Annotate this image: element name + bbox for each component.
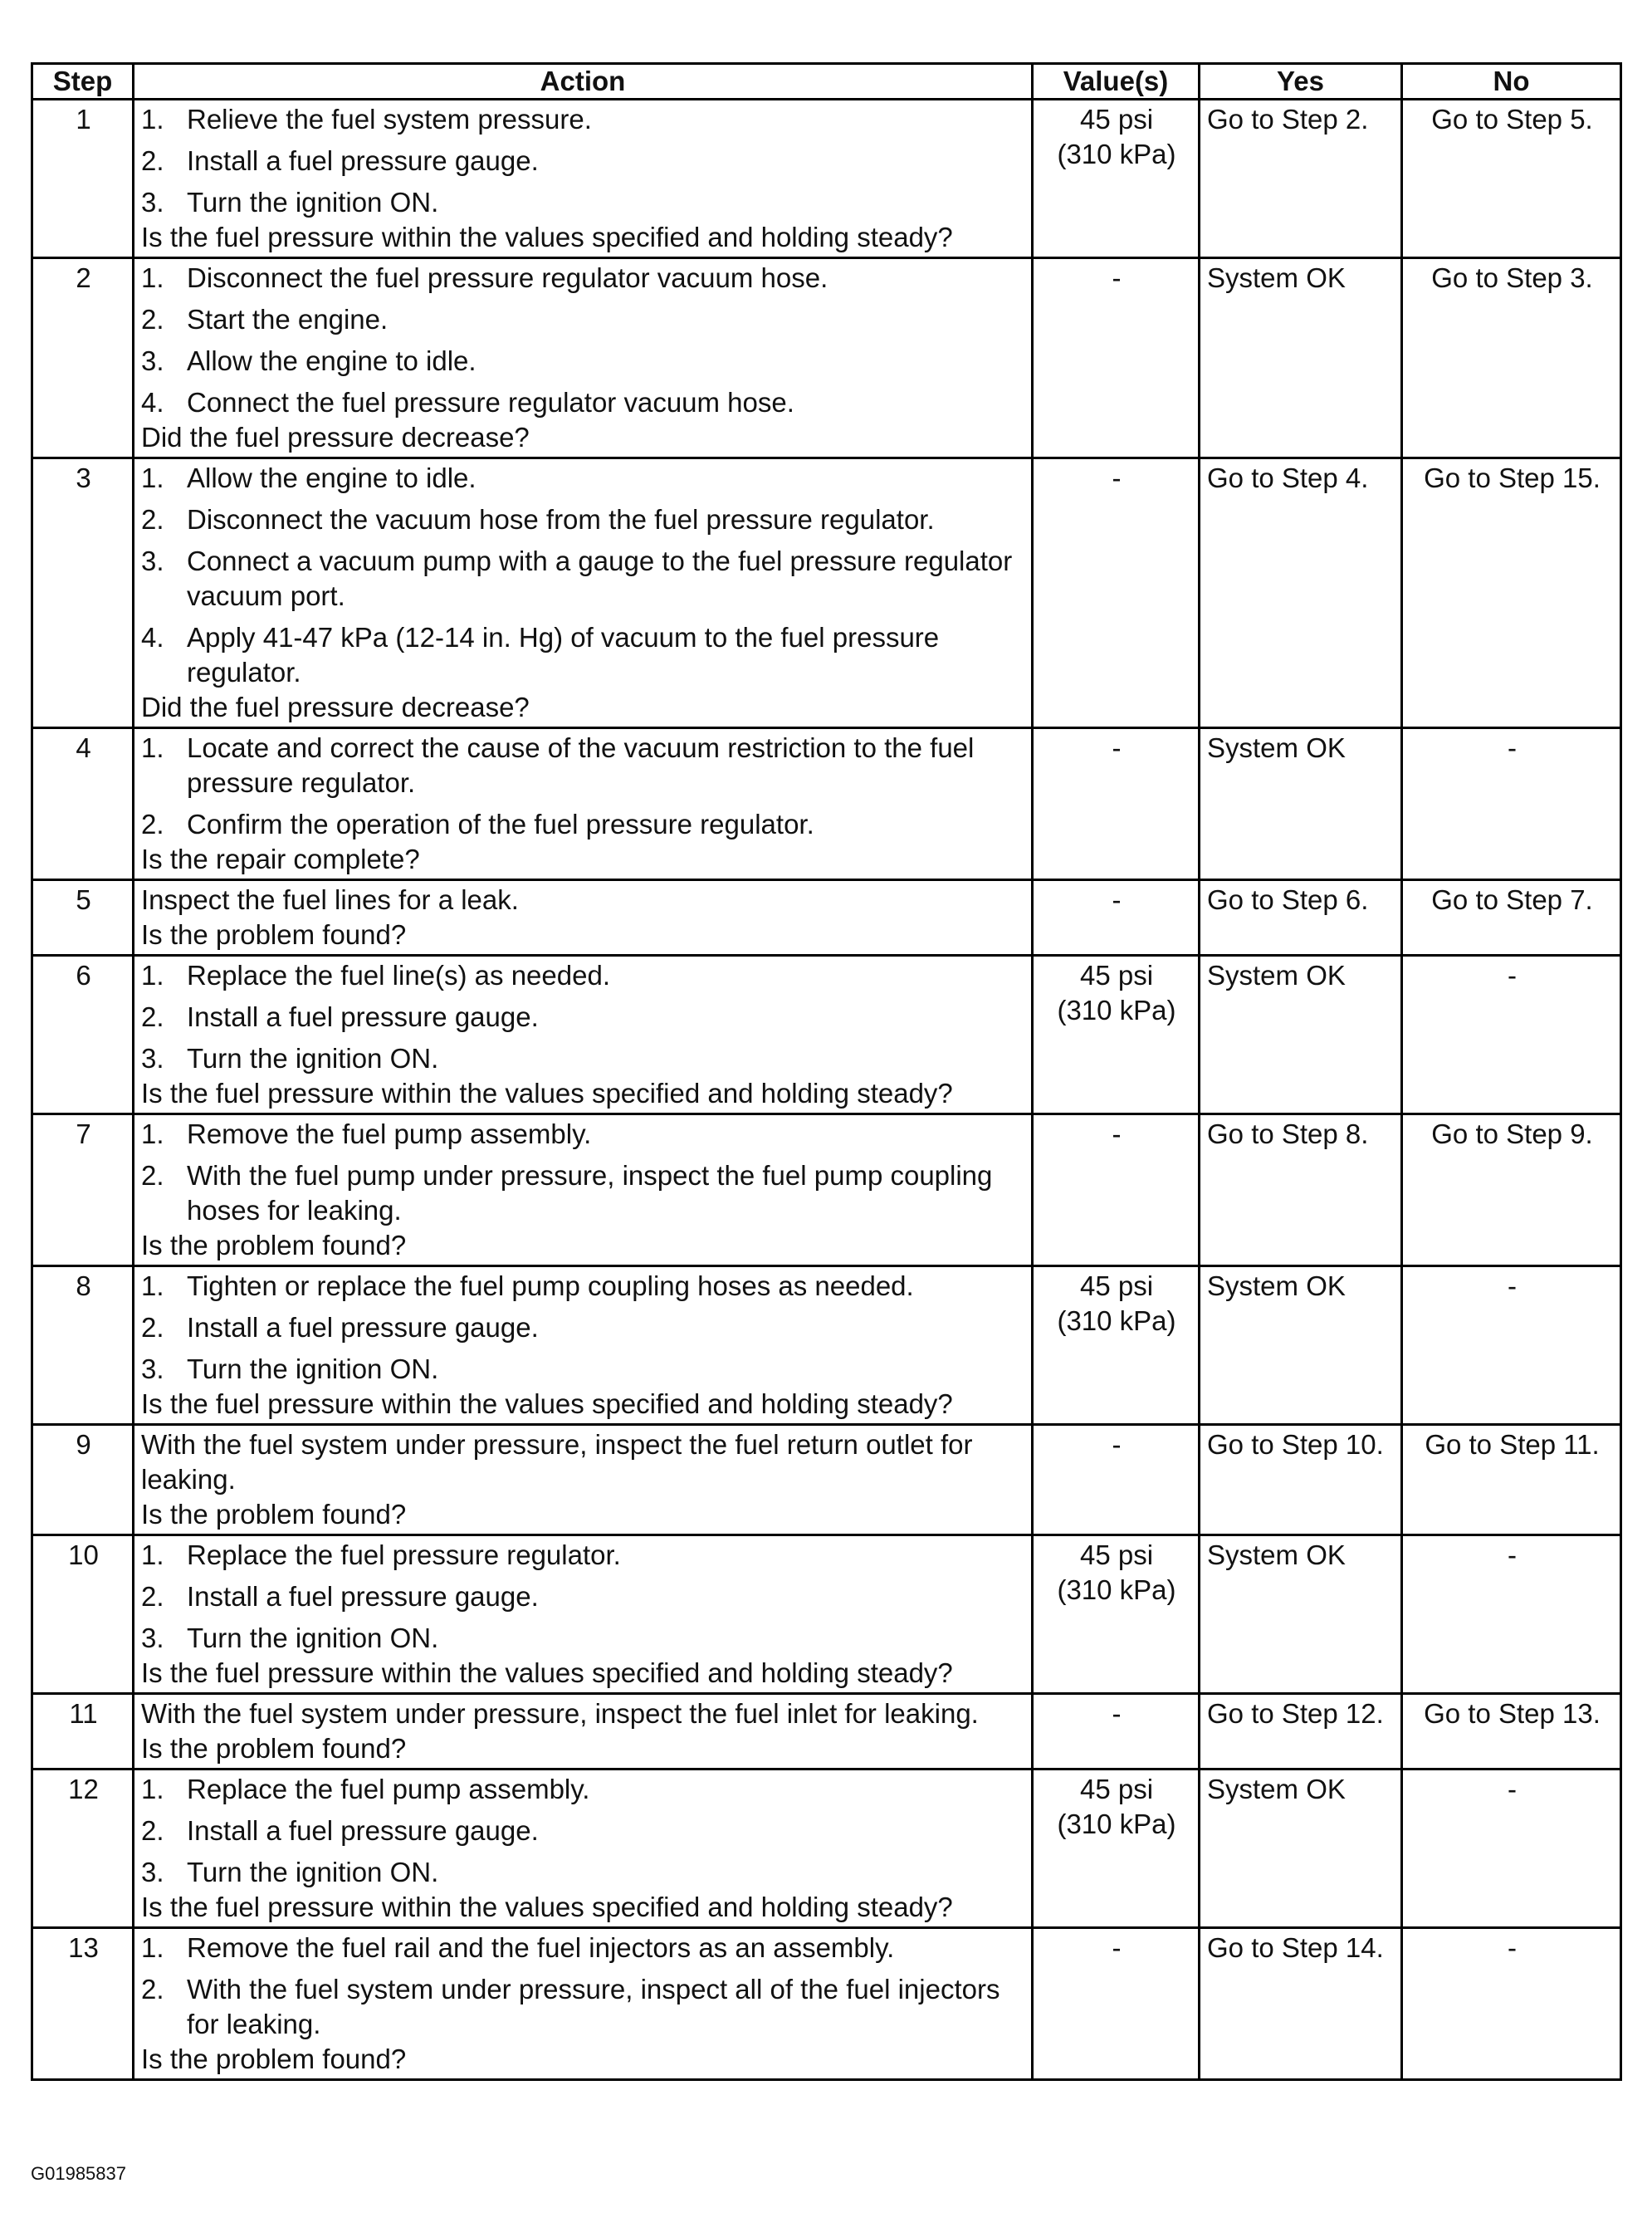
yes-column-header: Yes <box>1200 64 1402 100</box>
action-item-text: Connect a vacuum pump with a gauge to the fuel pressure regulator vacuum port. <box>187 546 1013 611</box>
step-number: 1 <box>32 100 134 258</box>
no-result: - <box>1402 956 1621 1114</box>
action-item-number: 1. <box>141 1774 164 1804</box>
action-question: Is the fuel pressure within the values specified and holding steady? <box>141 1078 953 1109</box>
no-result: Go to Step 15. <box>1402 458 1621 728</box>
action-question: Is the problem found? <box>141 1230 407 1260</box>
action-item-number: 3. <box>141 1857 164 1887</box>
action-item-number: 1. <box>141 1270 164 1301</box>
no-result: Go to Step 11. <box>1402 1425 1621 1535</box>
action-item-number: 1. <box>141 1118 164 1149</box>
action-item-text: Allow the engine to idle. <box>187 463 477 493</box>
action-cell <box>134 728 1033 880</box>
action-item-text: Start the engine. <box>187 304 389 335</box>
step-number: 9 <box>32 1425 134 1535</box>
action-item-text: Turn the ignition ON. <box>187 1043 439 1074</box>
action-item <box>141 1041 1026 1076</box>
value-primary: - <box>1112 1429 1122 1460</box>
step-number: 10 <box>32 1535 134 1694</box>
step-number: 6 <box>32 956 134 1114</box>
action-cell <box>134 1694 1033 1770</box>
value-primary: 45 psi <box>1079 1774 1154 1804</box>
action-item-text: Remove the fuel rail and the fuel injectors as an assembly. <box>187 1932 895 1963</box>
action-item-number: 2. <box>141 304 164 335</box>
no-result: Go to Step 9. <box>1402 1114 1621 1266</box>
yes-result: System OK <box>1200 258 1402 458</box>
step-number: 5 <box>32 880 134 956</box>
values-cell <box>1033 1425 1200 1535</box>
action-item-text: Install a fuel pressure gauge. <box>187 145 539 176</box>
action-item-text: With the fuel pump under pressure, inspect the fuel pump coupling hoses for leaking. <box>187 1160 993 1226</box>
value-primary: - <box>1112 884 1122 915</box>
action-item <box>141 1117 1026 1152</box>
value-primary: - <box>1112 262 1122 293</box>
action-item-text: Turn the ignition ON. <box>187 1857 439 1887</box>
action-item-text: Disconnect the vacuum hose from the fuel pressure regulator. <box>187 504 935 535</box>
action-item-number: 3. <box>141 1353 164 1384</box>
action-question: Is the fuel pressure within the values specified and holding steady? <box>141 1388 953 1419</box>
action-item-number: 3. <box>141 1623 164 1653</box>
action-question: Is the fuel pressure within the values specified and holding steady? <box>141 1657 953 1688</box>
action-cell <box>134 1266 1033 1425</box>
action-item-text: Locate and correct the cause of the vacuum restriction to the fuel pressure regulator. <box>187 732 975 798</box>
no-result: - <box>1402 1266 1621 1425</box>
action-item-text: Apply 41-47 kPa (12-14 in. Hg) of vacuum to the fuel pressure regulator. <box>187 622 940 688</box>
value-primary: - <box>1112 1118 1122 1149</box>
step-number: 13 <box>32 1928 134 2080</box>
action-item-text: Install a fuel pressure gauge. <box>187 1001 539 1032</box>
no-result: - <box>1402 728 1621 880</box>
yes-result: Go to Step 6. <box>1200 880 1402 956</box>
yes-result: System OK <box>1200 728 1402 880</box>
action-item-number: 1. <box>141 262 164 293</box>
values-cell <box>1033 100 1200 258</box>
table-row <box>32 1694 1621 1770</box>
values-cell <box>1033 1114 1200 1266</box>
action-item-number: 2. <box>141 809 164 839</box>
values-cell <box>1033 1770 1200 1928</box>
action-item-text: Relieve the fuel system pressure. <box>187 104 592 135</box>
figure-id-label: G01985837 <box>31 2163 126 2184</box>
action-item-text: Turn the ignition ON. <box>187 1353 439 1384</box>
value-secondary: (310 kPa) <box>1057 1809 1176 1839</box>
action-item <box>141 1931 1026 1965</box>
action-item-text: Turn the ignition ON. <box>187 1623 439 1653</box>
action-item-text: Remove the fuel pump assembly. <box>187 1118 592 1149</box>
action-item-number: 3. <box>141 1043 164 1074</box>
table-row <box>32 1425 1621 1535</box>
action-item-text: Install a fuel pressure gauge. <box>187 1815 539 1846</box>
value-primary: - <box>1112 1698 1122 1729</box>
action-item-number: 2. <box>141 1974 164 2004</box>
action-item <box>141 185 1026 220</box>
action-cell <box>134 1114 1033 1266</box>
diagnostic-table <box>31 62 1622 2081</box>
action-question: Is the problem found? <box>141 1499 407 1530</box>
yes-result: Go to Step 12. <box>1200 1694 1402 1770</box>
action-cell <box>134 1770 1033 1928</box>
no-result: Go to Step 5. <box>1402 100 1621 258</box>
action-item <box>141 544 1026 614</box>
action-cell <box>134 956 1033 1114</box>
step-number: 12 <box>32 1770 134 1928</box>
yes-result: Go to Step 4. <box>1200 458 1402 728</box>
action-text: With the fuel system under pressure, inspect the fuel inlet for leaking. <box>141 1698 979 1729</box>
table-row <box>32 956 1621 1114</box>
no-result: - <box>1402 1535 1621 1694</box>
values-cell <box>1033 728 1200 880</box>
action-question: Is the problem found? <box>141 1733 407 1764</box>
yes-result: System OK <box>1200 1535 1402 1694</box>
value-primary: - <box>1112 1932 1122 1963</box>
value-primary: - <box>1112 732 1122 763</box>
table-row <box>32 1266 1621 1425</box>
action-item <box>141 502 1026 537</box>
table-row <box>32 1114 1621 1266</box>
action-item-text: Install a fuel pressure gauge. <box>187 1312 539 1343</box>
value-primary: 45 psi <box>1079 1539 1154 1570</box>
no-column-header: No <box>1402 64 1621 100</box>
value-primary: 45 psi <box>1079 960 1154 991</box>
action-item-number: 3. <box>141 187 164 218</box>
action-item <box>141 1000 1026 1035</box>
action-item-text: With the fuel system under pressure, inspect all of the fuel injectors for leaking. <box>187 1974 1000 2039</box>
yes-result: Go to Step 2. <box>1200 100 1402 258</box>
action-item-number: 3. <box>141 546 164 576</box>
table-row <box>32 1928 1621 2080</box>
no-result: - <box>1402 1770 1621 1928</box>
value-primary: 45 psi <box>1079 104 1154 135</box>
yes-result: System OK <box>1200 1266 1402 1425</box>
action-item-number: 1. <box>141 732 164 763</box>
value-secondary: (310 kPa) <box>1057 1305 1176 1336</box>
action-item <box>141 1855 1026 1890</box>
table-row <box>32 258 1621 458</box>
values-cell <box>1033 1694 1200 1770</box>
action-item-number: 1. <box>141 1539 164 1570</box>
action-item-number: 2. <box>141 504 164 535</box>
table-row <box>32 728 1621 880</box>
action-item <box>141 302 1026 337</box>
action-item-text: Replace the fuel pressure regulator. <box>187 1539 621 1570</box>
action-cell <box>134 1535 1033 1694</box>
step-number: 8 <box>32 1266 134 1425</box>
values-cell <box>1033 880 1200 956</box>
action-item-number: 2. <box>141 1581 164 1612</box>
yes-result: Go to Step 14. <box>1200 1928 1402 2080</box>
action-item-number: 2. <box>141 145 164 176</box>
value-secondary: (310 kPa) <box>1057 139 1176 169</box>
value-secondary: (310 kPa) <box>1057 995 1176 1025</box>
step-number: 3 <box>32 458 134 728</box>
action-item <box>141 1972 1026 2042</box>
no-result: Go to Step 3. <box>1402 258 1621 458</box>
values-cell <box>1033 1928 1200 2080</box>
action-cell <box>134 1928 1033 2080</box>
action-item-text: Turn the ignition ON. <box>187 187 439 218</box>
action-item <box>141 1621 1026 1656</box>
action-item <box>141 1352 1026 1387</box>
action-column-header: Action <box>134 64 1033 100</box>
table-row <box>32 458 1621 728</box>
action-cell <box>134 458 1033 728</box>
yes-result: System OK <box>1200 1770 1402 1928</box>
yes-result: System OK <box>1200 956 1402 1114</box>
action-item <box>141 1772 1026 1807</box>
table-body <box>32 100 1621 2080</box>
action-item-text: Allow the engine to idle. <box>187 345 477 376</box>
values-cell <box>1033 956 1200 1114</box>
value-secondary: (310 kPa) <box>1057 1574 1176 1605</box>
yes-result: Go to Step 8. <box>1200 1114 1402 1266</box>
no-result: Go to Step 13. <box>1402 1694 1621 1770</box>
values-cell <box>1033 1535 1200 1694</box>
action-item-number: 1. <box>141 1932 164 1963</box>
action-cell <box>134 880 1033 956</box>
step-number: 11 <box>32 1694 134 1770</box>
action-item <box>141 102 1026 137</box>
action-question: Is the problem found? <box>141 919 407 950</box>
no-result: Go to Step 7. <box>1402 880 1621 956</box>
action-item <box>141 1269 1026 1304</box>
action-item-number: 4. <box>141 622 164 653</box>
action-question: Did the fuel pressure decrease? <box>141 692 530 722</box>
action-item-number: 2. <box>141 1312 164 1343</box>
action-item-number: 2. <box>141 1001 164 1032</box>
action-item <box>141 1579 1026 1614</box>
action-question: Is the fuel pressure within the values specified and holding steady? <box>141 1892 953 1922</box>
values-cell <box>1033 458 1200 728</box>
action-item <box>141 731 1026 800</box>
table-row <box>32 1770 1621 1928</box>
no-result: - <box>1402 1928 1621 2080</box>
action-item-number: 2. <box>141 1160 164 1191</box>
action-item <box>141 958 1026 993</box>
action-item-text: Replace the fuel pump assembly. <box>187 1774 590 1804</box>
action-item <box>141 807 1026 842</box>
action-item-text: Connect the fuel pressure regulator vacuum hose. <box>187 387 794 418</box>
action-item-number: 1. <box>141 104 164 135</box>
value-primary: 45 psi <box>1079 1270 1154 1301</box>
values-column-header: Value(s) <box>1033 64 1200 100</box>
action-question: Did the fuel pressure decrease? <box>141 422 530 453</box>
step-number: 4 <box>32 728 134 880</box>
action-item-text: Install a fuel pressure gauge. <box>187 1581 539 1612</box>
values-cell <box>1033 1266 1200 1425</box>
value-primary: - <box>1112 463 1122 493</box>
action-item <box>141 461 1026 496</box>
action-cell <box>134 1425 1033 1535</box>
action-cell <box>134 100 1033 258</box>
action-item-text: Disconnect the fuel pressure regulator vacuum hose. <box>187 262 828 293</box>
action-item <box>141 1814 1026 1848</box>
action-item-number: 1. <box>141 463 164 493</box>
action-item <box>141 620 1026 690</box>
action-item-text: Replace the fuel line(s) as needed. <box>187 960 610 991</box>
action-cell <box>134 258 1033 458</box>
action-item <box>141 344 1026 379</box>
yes-result: Go to Step 10. <box>1200 1425 1402 1535</box>
header-row <box>32 64 1621 100</box>
action-item <box>141 261 1026 296</box>
action-item-number: 3. <box>141 345 164 376</box>
action-item-number: 2. <box>141 1815 164 1846</box>
values-cell <box>1033 258 1200 458</box>
action-question: Is the repair complete? <box>141 844 420 874</box>
action-item-number: 4. <box>141 387 164 418</box>
action-text: Inspect the fuel lines for a leak. <box>141 884 519 915</box>
action-item <box>141 1158 1026 1228</box>
action-text: With the fuel system under pressure, inspect the fuel return outlet for leaking. <box>141 1429 973 1495</box>
action-item <box>141 144 1026 179</box>
action-item <box>141 1538 1026 1573</box>
action-item <box>141 385 1026 420</box>
step-number: 2 <box>32 258 134 458</box>
action-item-number: 1. <box>141 960 164 991</box>
action-item-text: Tighten or replace the fuel pump coupling hoses as needed. <box>187 1270 914 1301</box>
action-question: Is the problem found? <box>141 2044 407 2074</box>
step-number: 7 <box>32 1114 134 1266</box>
table-row <box>32 100 1621 258</box>
action-item-text: Confirm the operation of the fuel pressure regulator. <box>187 809 814 839</box>
step-column-header: Step <box>32 64 134 100</box>
table-row <box>32 880 1621 956</box>
action-item <box>141 1310 1026 1345</box>
table-row <box>32 1535 1621 1694</box>
action-question: Is the fuel pressure within the values specified and holding steady? <box>141 222 953 252</box>
